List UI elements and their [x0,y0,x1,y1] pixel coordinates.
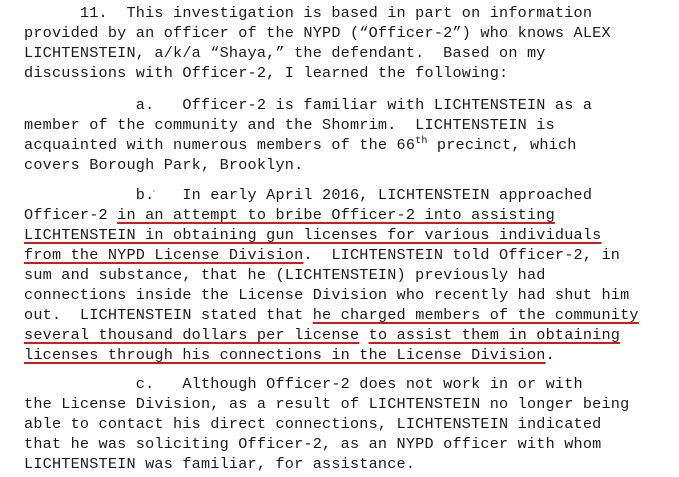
underlined-text: from the NYPD License Division [24,246,304,264]
text-segment: acquainted with numerous members of the 66 [24,136,416,154]
underlined-text: he charged members of the community [312,306,639,324]
underlined-text: to assist them in obtaining [368,326,621,344]
paragraph-c-line: able to contact his direct connections, LICHTENSTEIN indicated [24,415,602,433]
paragraph-a-line [24,136,577,156]
paragraph-a-line: covers Borough Park, Brooklyn. [24,156,304,174]
text-segment [359,326,368,344]
ordinal-suffix: th [415,136,428,147]
paragraph-a-line: a. Officer-2 is familiar with LICHTENSTEIN as a [24,96,593,114]
paragraph-b-line [24,206,555,226]
underlined-text: LICHTENSTEIN in obtaining gun licenses for various individuals [24,226,602,244]
paragraph-b-line: sum and substance, that he (LICHTENSTEIN) previously had [24,266,546,284]
paragraph-11-line: discussions with Officer-2, I learned the following: [24,64,509,82]
text-segment: . [545,346,555,364]
paragraph-c-line: c. Although Officer-2 does not work in or with [24,375,583,393]
paragraph-b-line [24,246,620,266]
text-segment: precinct, which [427,136,577,154]
paragraph-11-line: LICHTENSTEIN, a/k/a “Shaya,” the defendant. Based on my [24,44,546,62]
paragraph-c-line: the License Division, as a result of LICHTENSTEIN no longer being [24,395,630,413]
paragraph-c-line: LICHTENSTEIN was familiar, for assistance. [24,455,416,473]
paragraph-a-line: member of the community and the Shomrim. LICHTENSTEIN is [24,116,555,134]
underlined-text: licenses through his connections in the License Division [24,346,546,364]
text-segment: . LICHTENSTEIN told Officer-2, in [303,246,621,264]
paragraph-b-line [24,346,555,366]
paragraph-b-line [24,326,620,346]
underlined-text: in an attempt to bribe Officer-2 into assisting [117,206,555,224]
paragraph-b-line [24,306,639,326]
paragraph-c-line: that he was soliciting Officer-2, as an NYPD officer with whom [24,435,602,453]
paragraph-b-line: connections inside the License Division who recently had shut him [24,286,630,304]
underlined-text: several thousand dollars per license [24,326,360,344]
text-segment: Officer-2 [24,206,118,224]
paragraph-11-line: provided by an officer of the NYPD (“Officer-2”) who knows ALEX [24,24,611,42]
paragraph-b-line [24,226,601,246]
text-segment: out. LICHTENSTEIN stated that [24,306,313,324]
paragraph-b-line: b. In early April 2016, LICHTENSTEIN approached [24,186,593,204]
paragraph-11-line: 11. This investigation is based in part on information [24,4,593,22]
